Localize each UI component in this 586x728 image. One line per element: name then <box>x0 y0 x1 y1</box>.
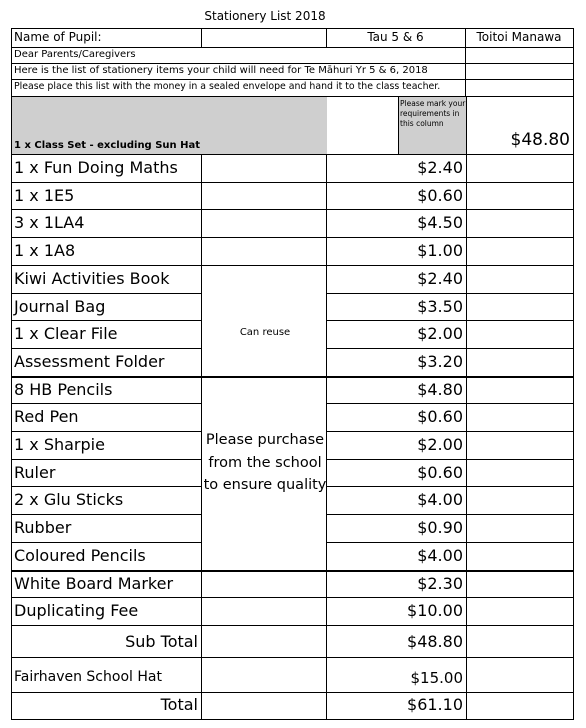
item-requirement-mark[interactable] <box>466 570 573 598</box>
grid-line <box>327 514 574 515</box>
pupil-name-field[interactable] <box>202 28 326 47</box>
item-price: $0.60 <box>417 407 463 427</box>
pupil-name-label: Name of Pupil: <box>14 30 102 44</box>
item-requirement-mark[interactable] <box>466 209 573 237</box>
item-price: $4.00 <box>417 490 463 510</box>
grid-line <box>201 28 202 47</box>
item-price: $2.00 <box>417 324 463 344</box>
class-name: Tau 5 & 6 <box>367 30 424 44</box>
grid-line <box>466 154 467 719</box>
section-divider <box>11 376 574 378</box>
item-quantity-field[interactable] <box>202 570 326 598</box>
item-name: 1 x Sharpie <box>14 435 105 454</box>
item-price: $2.30 <box>417 573 463 593</box>
total-label: Total <box>160 695 198 714</box>
grid-line <box>466 96 467 154</box>
item-requirement-mark[interactable] <box>466 403 573 431</box>
item-quantity-field[interactable] <box>202 376 326 404</box>
grid-line <box>202 597 327 598</box>
item-quantity-field[interactable] <box>202 597 326 625</box>
grid-line <box>11 265 202 266</box>
grid-line <box>327 542 574 543</box>
item-price: $3.50 <box>417 296 463 316</box>
item-name: 1 x Fun Doing Maths <box>14 158 178 177</box>
item-name: White Board Marker <box>14 573 174 593</box>
item-price: $2.00 <box>417 435 463 454</box>
mark-requirements-note: Please mark your requirements in this column <box>400 99 466 128</box>
item-quantity-field[interactable] <box>202 182 326 210</box>
grid-line <box>11 28 12 719</box>
item-quantity-field[interactable] <box>202 293 326 321</box>
grid-line <box>11 237 202 238</box>
item-name: 8 HB Pencils <box>14 379 113 399</box>
item-price: $2.40 <box>417 268 463 288</box>
sheet-title: Stationery List 2018 <box>204 9 326 23</box>
item-name: 1 x 1E5 <box>14 185 75 205</box>
grid-line <box>11 692 574 693</box>
item-quantity-field[interactable] <box>202 265 326 293</box>
grid-line <box>327 486 574 487</box>
grid-line <box>465 47 466 96</box>
item-price: $0.90 <box>417 518 463 538</box>
can-reuse-note: Can reuse <box>239 327 291 338</box>
grid-line <box>465 28 466 47</box>
grid-line <box>11 657 574 658</box>
item-name: Coloured Pencils <box>14 545 146 565</box>
item-price: $0.60 <box>417 462 463 482</box>
item-name: 1 x Clear File <box>14 324 118 344</box>
item-quantity-field[interactable] <box>202 237 326 265</box>
grid-line <box>327 348 574 349</box>
class-set-label: 1 x Class Set - excluding Sun Hat <box>14 140 201 151</box>
grid-line <box>11 96 574 97</box>
grid-line <box>11 209 202 210</box>
grid-line <box>202 237 327 238</box>
item-price: $2.40 <box>417 158 463 177</box>
grid-line <box>11 28 574 29</box>
item-requirement-mark[interactable] <box>466 293 573 321</box>
grid-line <box>327 403 574 404</box>
item-price: $4.00 <box>417 545 463 565</box>
item-name: Kiwi Activities Book <box>14 268 170 288</box>
item-price: $3.20 <box>417 351 463 371</box>
total-value: $61.10 <box>407 695 463 714</box>
item-quantity-field[interactable] <box>202 403 326 431</box>
grid-line <box>201 154 202 719</box>
grid-line <box>11 154 574 155</box>
grid-line <box>327 209 574 210</box>
grid-line <box>327 431 574 432</box>
grid-line <box>11 403 202 404</box>
grid-line <box>327 293 574 294</box>
grid-line <box>573 28 574 719</box>
grid-line <box>398 96 399 154</box>
grid-line <box>202 182 327 183</box>
item-quantity-field[interactable] <box>202 209 326 237</box>
class-set-total: $48.80 <box>510 130 570 150</box>
grid-line <box>11 293 202 294</box>
item-name: 2 x Glu Sticks <box>14 490 124 510</box>
item-requirement-mark[interactable] <box>466 514 573 542</box>
item-requirement-mark[interactable] <box>466 320 573 348</box>
item-name: Rubber <box>14 518 72 538</box>
grid-line <box>11 79 574 80</box>
grid-line <box>11 597 202 598</box>
item-price: $4.50 <box>417 213 463 233</box>
grid-line <box>11 459 202 460</box>
item-requirement-mark[interactable] <box>466 348 573 376</box>
grid-line <box>327 459 574 460</box>
grid-line <box>11 542 202 543</box>
item-name: Red Pen <box>14 407 79 427</box>
item-requirement-mark[interactable] <box>466 459 573 487</box>
greeting-text: Dear Parents/Caregivers <box>14 49 136 60</box>
grid-line <box>11 63 574 64</box>
intro-text: Here is the list of stationery items your child will need for Te Māhuri Yr 5 & 6, 2018 <box>14 65 428 76</box>
item-price: $0.60 <box>417 185 463 205</box>
item-quantity-field[interactable] <box>202 154 326 182</box>
section-divider <box>11 570 574 572</box>
item-requirement-mark[interactable] <box>466 431 573 459</box>
grid-line <box>327 625 574 626</box>
item-price: $4.80 <box>417 379 463 399</box>
item-name: Assessment Folder <box>14 351 165 371</box>
instruction-text: Please place this list with the money in a sealed envelope and hand it to the class teacher. <box>14 81 441 92</box>
grid-line <box>11 47 574 48</box>
item-quantity-field[interactable] <box>202 542 326 570</box>
item-requirement-mark[interactable] <box>466 542 573 570</box>
grid-line <box>11 719 574 720</box>
subtotal-label: Sub Total <box>125 632 198 651</box>
grid-line <box>327 237 574 238</box>
item-name: Journal Bag <box>14 296 106 316</box>
item-requirement-mark[interactable] <box>466 597 573 625</box>
item-name: 1 x 1A8 <box>14 241 76 261</box>
grid-line <box>11 320 202 321</box>
grid-line <box>327 320 574 321</box>
school-hat-value: $15.00 <box>410 669 463 687</box>
item-name: Duplicating Fee <box>14 601 139 621</box>
grid-line <box>327 182 574 183</box>
grid-line <box>11 514 202 515</box>
grid-line <box>326 154 327 719</box>
school-hat-quantity-field[interactable] <box>202 658 326 693</box>
item-requirement-mark[interactable] <box>466 376 573 404</box>
item-price: $10.00 <box>407 601 463 621</box>
grid-line <box>11 431 202 432</box>
item-requirement-mark[interactable] <box>466 182 573 210</box>
item-requirement-mark[interactable] <box>466 486 573 514</box>
teacher-name: Toitoi Manawa <box>476 30 562 44</box>
grid-line <box>326 28 327 47</box>
grid-line <box>11 182 202 183</box>
grid-line <box>202 265 327 266</box>
grid-line <box>327 265 574 266</box>
item-quantity-field[interactable] <box>202 348 326 376</box>
grid-line <box>11 486 202 487</box>
grid-line <box>202 625 327 626</box>
school-hat-label: Fairhaven School Hat <box>14 669 162 685</box>
subtotal-value: $48.80 <box>407 632 463 651</box>
grid-line <box>11 348 202 349</box>
item-name: Ruler <box>14 462 56 482</box>
item-requirement-mark[interactable] <box>466 265 573 293</box>
grid-line <box>11 625 202 626</box>
grid-line <box>327 597 574 598</box>
item-name: 3 x 1LA4 <box>14 213 85 233</box>
grid-line <box>202 209 327 210</box>
item-requirement-mark[interactable] <box>466 237 573 265</box>
item-price: $1.00 <box>417 241 463 261</box>
purchase-from-school-note: Please purchase from the school to ensure quality <box>203 432 327 493</box>
item-requirement-mark[interactable] <box>466 154 573 182</box>
